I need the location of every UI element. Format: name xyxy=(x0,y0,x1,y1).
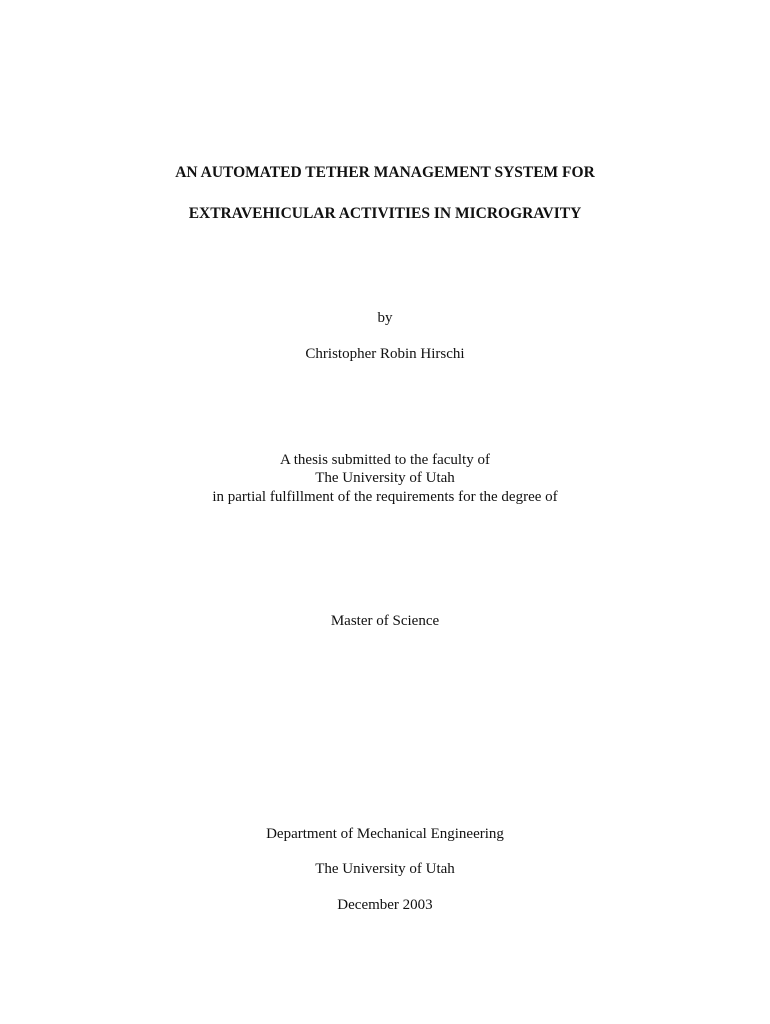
submission-line-1: A thesis submitted to the faculty of xyxy=(280,452,490,468)
submission-line-2: The University of Utah xyxy=(315,470,455,486)
submission-date: December 2003 xyxy=(337,897,433,913)
department-name: Department of Mechanical Engineering xyxy=(266,826,504,842)
submission-line-3: in partial fulfillment of the requirements for the degree of xyxy=(212,489,558,505)
author-name: Christopher Robin Hirschi xyxy=(305,346,465,362)
degree-name: Master of Science xyxy=(330,613,440,629)
by-label: by xyxy=(377,310,393,326)
thesis-title-line-2: EXTRAVEHICULAR ACTIVITIES IN MICROGRAVITY xyxy=(188,205,582,222)
university-name: The University of Utah xyxy=(315,861,455,877)
thesis-title-line-1: AN AUTOMATED TETHER MANAGEMENT SYSTEM FOR xyxy=(175,164,595,181)
